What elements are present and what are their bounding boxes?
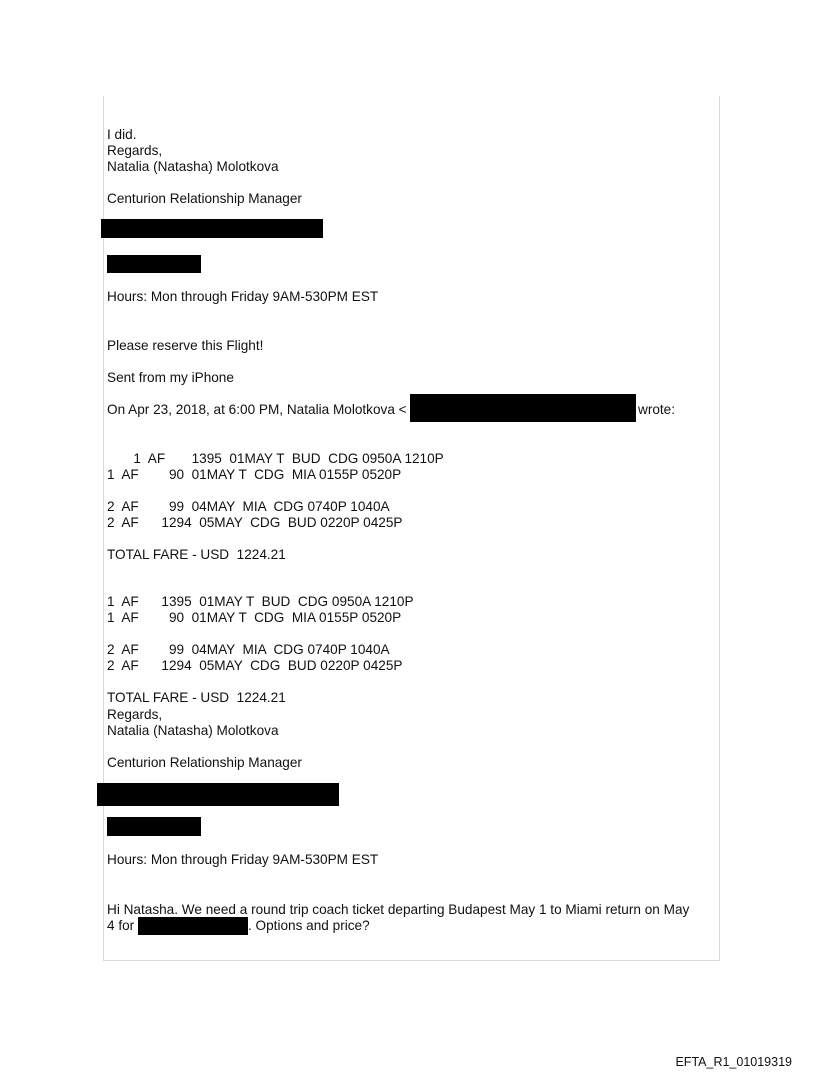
quote-header-prefix: On Apr 23, 2018, at 6:00 PM, Natalia Molotkova < [107, 402, 407, 417]
signature-name: Natalia (Natasha) Molotkova [107, 159, 279, 174]
request-line: Hi Natasha. We need a round trip coach ticket departing Budapest May 1 to Miami return on May [107, 902, 690, 917]
quote-header-suffix: wrote: [638, 402, 676, 417]
office-hours: Hours: Mon through Friday 9AM-530PM EST [107, 852, 379, 867]
itinerary-line: 1 AF 90 01MAY T CDG MIA 0155P 0520P [107, 467, 402, 482]
redaction-bar [138, 917, 248, 935]
total-fare: TOTAL FARE - USD 1224.21 [107, 547, 286, 562]
itinerary-line: 2 AF 99 04MAY MIA CDG 0740P 1040A [107, 642, 390, 657]
request-line-prefix: 4 for [107, 918, 135, 933]
redaction-bar [97, 783, 339, 806]
redaction-bar [107, 817, 201, 836]
itinerary-line: 2 AF 99 04MAY MIA CDG 0740P 1040A [107, 499, 390, 514]
closing-text: Regards, [107, 143, 163, 158]
total-fare: TOTAL FARE - USD 1224.21 [107, 690, 286, 705]
redaction-bar [410, 394, 636, 422]
reply-text: I did. [107, 127, 137, 142]
request-line-suffix: . Options and price? [248, 918, 370, 933]
itinerary-line: 1 AF 90 01MAY T CDG MIA 0155P 0520P [107, 610, 402, 625]
document-id: EFTA_R1_01019319 [675, 1055, 792, 1069]
redaction-bar [101, 219, 323, 238]
closing-text: Regards, [107, 707, 163, 722]
itinerary-line: 1 AF 1395 01MAY T BUD CDG 0950A 1210P [107, 451, 444, 466]
redaction-bar [107, 255, 201, 273]
itinerary-line: 2 AF 1294 05MAY CDG BUD 0220P 0425P [107, 515, 403, 530]
office-hours: Hours: Mon through Friday 9AM-530PM EST [107, 289, 379, 304]
itinerary-line: 1 AF 1395 01MAY T BUD CDG 0950A 1210P [107, 594, 414, 609]
signature-title: Centurion Relationship Manager [107, 755, 302, 770]
itinerary-line: 2 AF 1294 05MAY CDG BUD 0220P 0425P [107, 658, 403, 673]
sent-from: Sent from my iPhone [107, 370, 234, 385]
reserve-request: Please reserve this Flight! [107, 338, 264, 353]
signature-name: Natalia (Natasha) Molotkova [107, 723, 279, 738]
signature-title: Centurion Relationship Manager [107, 191, 302, 206]
